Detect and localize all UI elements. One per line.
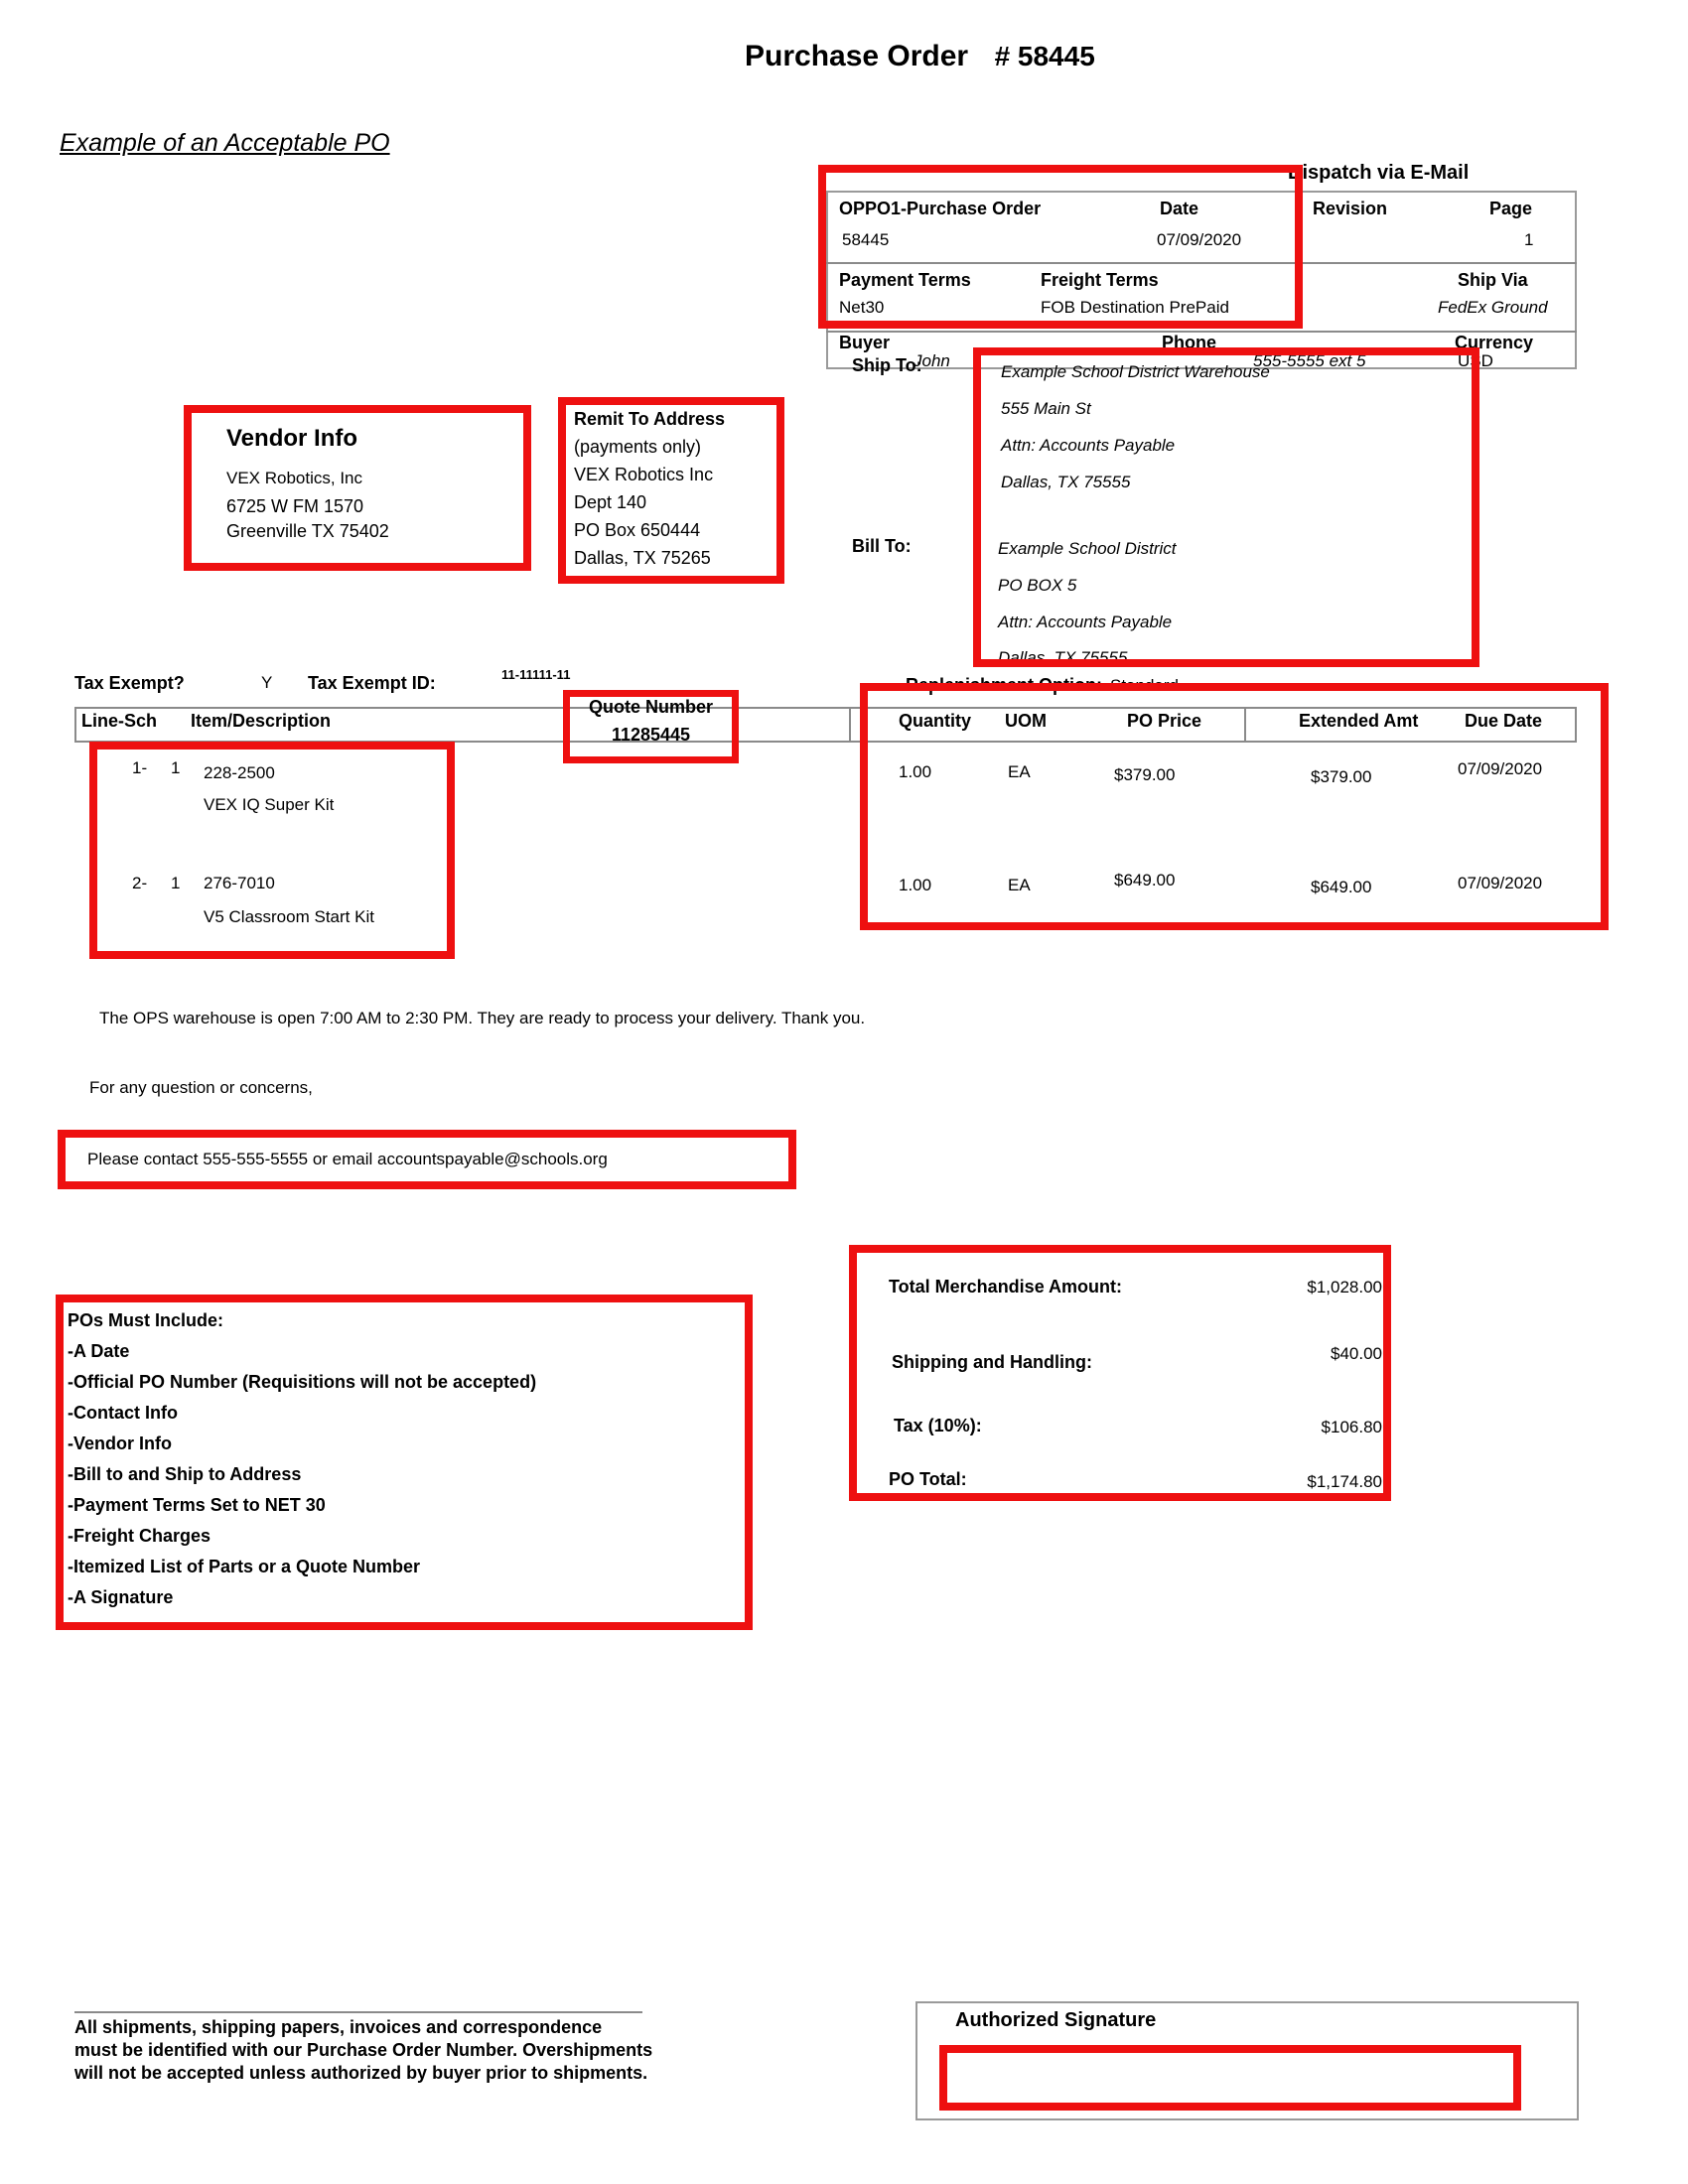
quote-number-box [563, 690, 739, 763]
requirement-item: -Official PO Number (Requisitions will not be accepted) [68, 1372, 537, 1392]
buyer-label: Buyer [839, 333, 891, 352]
buyer-value: John [914, 351, 950, 370]
currency-value: USD [1458, 351, 1493, 370]
requirement-item: -Payment Terms Set to NET 30 [68, 1495, 326, 1515]
items-header-vrule [849, 707, 851, 743]
item-uom: EA [1008, 762, 1031, 781]
phone-value: 555-5555 ext 5 [1253, 351, 1366, 370]
col-po-price: PO Price [1127, 711, 1202, 731]
item-row-description: VEX IQ Super Kit [204, 795, 335, 814]
po-id-value: 58445 [842, 230, 890, 249]
item-extended: $379.00 [1311, 767, 1372, 786]
totals-box [849, 1245, 1391, 1501]
item-quantity: 1.00 [899, 876, 932, 894]
requirement-item: -Freight Charges [68, 1526, 211, 1546]
page-value: 1 [1524, 230, 1534, 249]
replenishment-label: Replenishment Option: [906, 675, 1102, 695]
item-due-date: 07/09/2020 [1458, 874, 1543, 892]
requirement-item: -Itemized List of Parts or a Quote Number [68, 1557, 421, 1576]
authorized-signature-label: Authorized Signature [955, 2009, 1157, 2031]
remit-to-box [558, 397, 784, 584]
requirements-box [56, 1295, 753, 1630]
bill-to-label: Bill To: [852, 536, 912, 556]
tax-exempt-id-value: 11-11111-11 [501, 667, 571, 682]
shipping-handling-value: $40.00 [1331, 1344, 1382, 1363]
footer-rule [74, 2011, 642, 2013]
tax-exempt-value: Y [261, 673, 273, 692]
ship-to-line: 555 Main St [1001, 399, 1091, 418]
vendor-line: Greenville TX 75402 [226, 521, 389, 541]
phone-label: Phone [1162, 333, 1217, 352]
po-number: # 58445 [994, 41, 1095, 71]
warehouse-note: The OPS warehouse is open 7:00 AM to 2:30 PM. They are ready to process your delivery. Thank you. [99, 1009, 866, 1027]
bill-to-line: Dallas, TX 75555 [998, 648, 1128, 667]
requirement-item: -Contact Info [68, 1403, 178, 1423]
tax-value: $106.80 [1321, 1418, 1382, 1436]
replenishment-value: Standard [1110, 676, 1179, 695]
currency-label: Currency [1455, 333, 1534, 352]
tax-label: Tax (10%): [894, 1416, 982, 1435]
ship-to-line: Dallas, TX 75555 [1001, 473, 1131, 491]
po-id-label: OPPO1-Purchase Order [839, 199, 1042, 218]
vendor-line: 6725 W FM 1570 [226, 496, 364, 516]
total-merchandise-label: Total Merchandise Amount: [889, 1277, 1123, 1297]
total-merchandise-value: $1,028.00 [1307, 1278, 1382, 1297]
remit-line: VEX Robotics Inc [574, 465, 714, 484]
ship-via-value: FedEx Ground [1438, 298, 1548, 317]
item-row-line: 1- [132, 758, 148, 777]
item-row-number: 276-7010 [204, 874, 275, 892]
requirement-item: -A Signature [68, 1587, 174, 1607]
vendor-info-heading: Vendor Info [226, 425, 357, 452]
questions-note: For any question or concerns, [89, 1078, 313, 1097]
item-row-number: 228-2500 [204, 763, 275, 782]
po-total-value: $1,174.80 [1307, 1472, 1382, 1491]
item-row-description: V5 Classroom Start Kit [204, 907, 374, 926]
contact-annotation-box [58, 1130, 796, 1189]
col-quantity: Quantity [899, 711, 972, 731]
item-row-sch: 1 [171, 758, 181, 777]
contact-note: Please contact 555-555-5555 or email accountspayable@schools.org [87, 1150, 608, 1168]
col-line-sch: Line-Sch [81, 711, 158, 731]
ship-bill-annotation-box [973, 347, 1479, 667]
line-items-box [89, 742, 455, 959]
requirement-item: -Vendor Info [68, 1433, 172, 1453]
items-header-vrule [74, 707, 76, 743]
item-po-price: $649.00 [1114, 871, 1176, 889]
ship-to-line: Attn: Accounts Payable [1001, 436, 1176, 455]
dispatch-label: Dispatch via E-Mail [1288, 162, 1470, 184]
remit-to-heading: Remit To Address [574, 409, 726, 429]
quote-number-value: 11285445 [611, 725, 691, 745]
item-po-price: $379.00 [1114, 765, 1176, 784]
vendor-line: VEX Robotics, Inc [226, 469, 363, 487]
requirement-item: -A Date [68, 1341, 130, 1361]
tax-exempt-id-label: Tax Exempt ID: [308, 673, 436, 693]
vendor-info-box [184, 405, 531, 571]
tax-exempt-label: Tax Exempt? [74, 673, 185, 693]
footer-note-line: must be identified with our Purchase Order Number. Overshipments [74, 2040, 653, 2060]
page-title [745, 40, 1095, 73]
ship-to-label: Ship To: [852, 355, 922, 375]
item-values-box [860, 683, 1609, 930]
ship-via-label: Ship Via [1458, 270, 1528, 290]
col-uom: UOM [1005, 711, 1047, 731]
col-extended-amt: Extended Amt [1299, 711, 1419, 731]
item-row-line: 2- [132, 874, 148, 892]
freight-terms-value: FOB Destination PrePaid [1041, 298, 1229, 317]
item-row-sch: 1 [171, 874, 181, 892]
bill-to-line: Attn: Accounts Payable [998, 613, 1173, 631]
header-annotation-box [818, 165, 1303, 329]
item-due-date: 07/09/2020 [1458, 759, 1543, 778]
payment-terms-value: Net30 [839, 298, 885, 317]
requirement-item: -Bill to and Ship to Address [68, 1464, 302, 1484]
annotation-note: Example of an Acceptable PO [60, 129, 390, 157]
item-extended: $649.00 [1311, 878, 1372, 896]
bill-to-line: PO BOX 5 [998, 576, 1077, 595]
col-item-description: Item/Description [191, 711, 332, 731]
date-value: 07/09/2020 [1157, 230, 1242, 249]
remit-line: Dept 140 [574, 492, 647, 512]
payment-terms-label: Payment Terms [839, 270, 971, 290]
po-total-label: PO Total: [889, 1469, 967, 1489]
remit-line: Dallas, TX 75265 [574, 548, 711, 568]
remit-line: (payments only) [574, 437, 702, 457]
item-uom: EA [1008, 876, 1031, 894]
revision-label: Revision [1313, 199, 1388, 218]
ship-to-line: Example School District Warehouse [1001, 362, 1270, 381]
footer-note-line: All shipments, shipping papers, invoices and correspondence [74, 2017, 603, 2037]
page-title-text: Purchase Order [745, 40, 969, 72]
requirements-heading: POs Must Include: [68, 1310, 224, 1330]
remit-line: PO Box 650444 [574, 520, 701, 540]
signature-annotation-box [939, 2045, 1521, 2111]
quote-number-label: Quote Number [588, 697, 713, 717]
col-due-date: Due Date [1465, 711, 1543, 731]
date-label: Date [1160, 199, 1199, 218]
page-label: Page [1489, 199, 1533, 218]
item-quantity: 1.00 [899, 762, 932, 781]
footer-note-line: will not be accepted unless authorized by buyer prior to shipments. [74, 2063, 648, 2083]
freight-terms-label: Freight Terms [1041, 270, 1159, 290]
bill-to-line: Example School District [998, 539, 1177, 558]
shipping-handling-label: Shipping and Handling: [892, 1352, 1092, 1372]
